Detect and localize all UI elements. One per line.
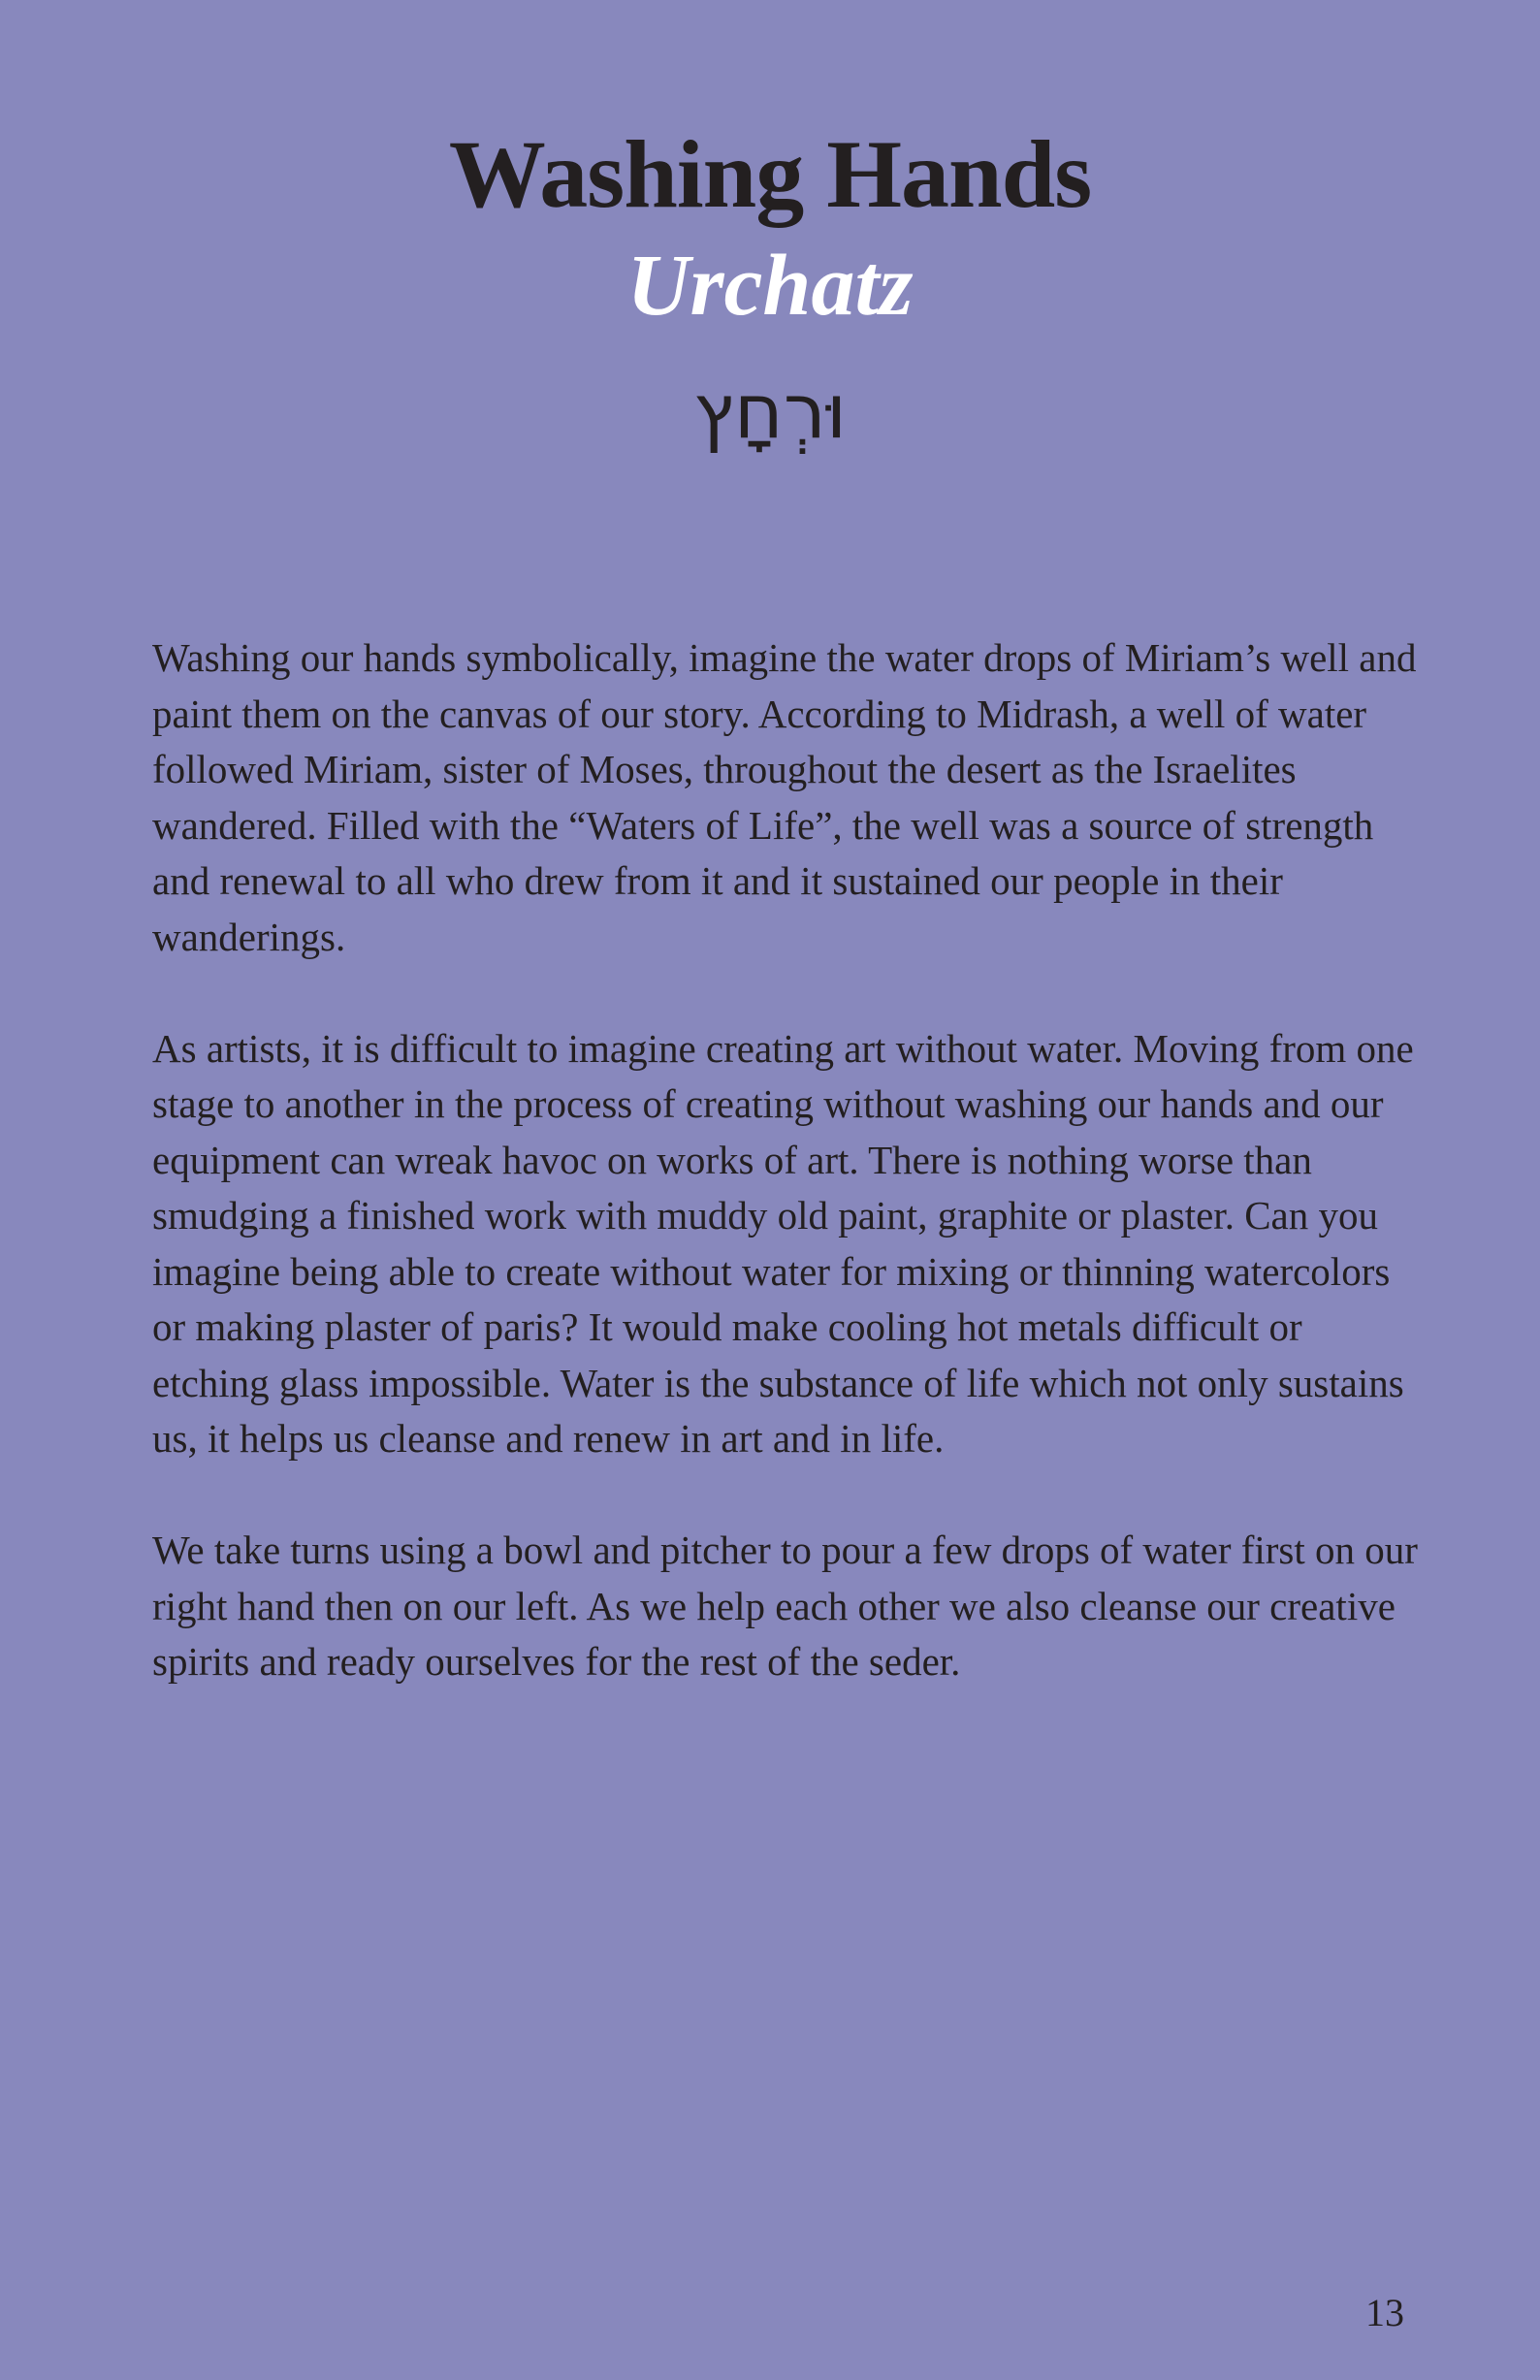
paragraph-1: Washing our hands symbolically, imagine the water drops of Miriam’s well and paint them on the canvas of our story. According to Midrash, a well of water followed Miriam, sister of Moses, throughout the desert as the Israelites wandered. Filled with the “Waters of Life”, the well was a source of strength and renewal to all who drew from it and it sustained our people in their wanderings. [152, 635, 1417, 959]
hebrew-title: וּרְחָץ [692, 369, 848, 456]
page-title: Washing Hands [448, 120, 1092, 228]
paragraph-2: As artists, it is difficult to imagine creating art without water. Moving from one stage to another in the process of creating without washing our hands and our equipment can wreak havoc on works of art. There is nothing worse than smudging a finished work with muddy old paint, graphite or plaster. Can you imagine being able to create without water for mixing or thinning watercolors or making plaster of paris? It would make cooling hot metals difficult or etching glass impossible. Water is the substance of life which not only sustains us, it helps us cleanse and renew in art and in life. [152, 1025, 1414, 1461]
paragraph-3: We take turns using a bowl and pitcher to pour a few drops of water first on our right hand then on our left. As we help each other we also cleanse our creative spirits and ready ourselves for the rest of the seder. [152, 1528, 1418, 1684]
page-number: 13 [1365, 2291, 1404, 2334]
page-subtitle: Urchatz [626, 238, 914, 334]
body-text [152, 630, 1423, 1746]
